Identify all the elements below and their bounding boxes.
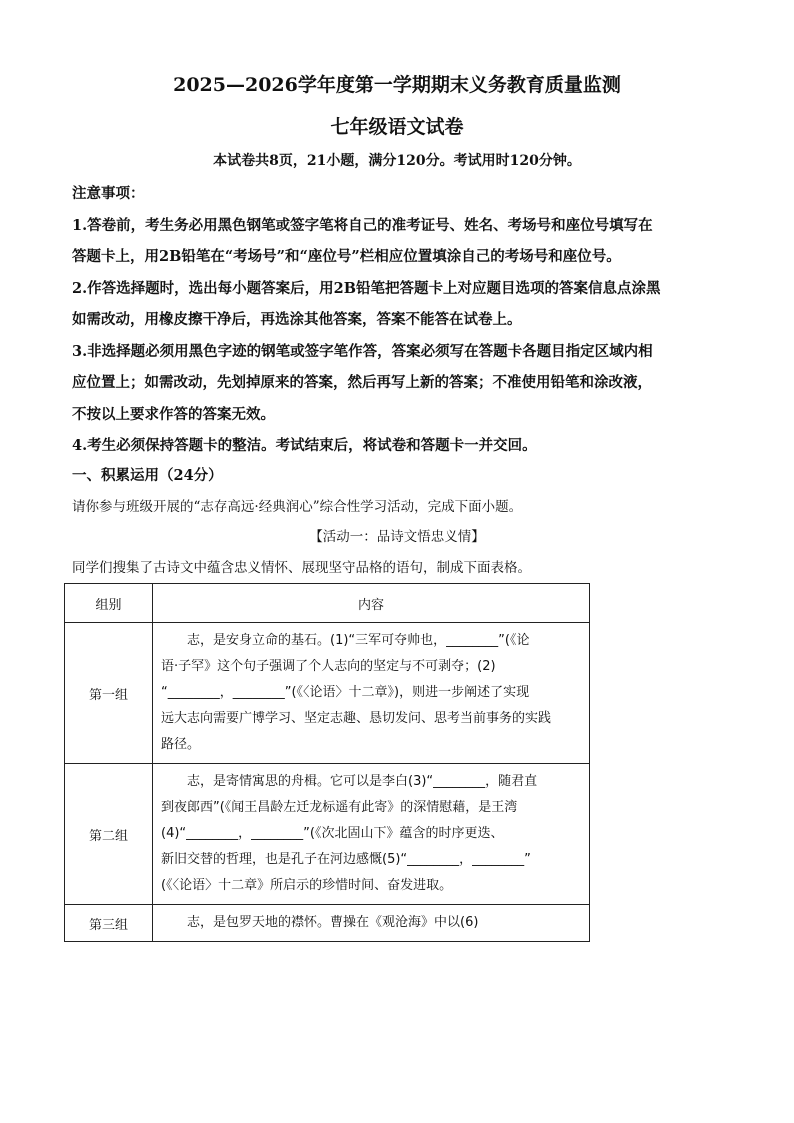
notice-line: 应位置上；如需改动，先划掉原来的答案，然后再写上新的答案；不准使用铅笔和涂改液， — [72, 374, 652, 391]
exam-info: 本试卷共8页，21小题，满分120分。考试用时120分钟。 — [213, 153, 581, 169]
notice-line: 如需改动，用橡皮擦干净后，再选涂其他答案，答案不能答在试卷上。 — [72, 311, 522, 328]
content-line: 新旧交替的哲理，也是孔子在河边感慨(5)“________，________” — [161, 852, 531, 867]
content-line: 语·子罕》这个句子强调了个人志向的坚定与不可剥夺；(2) — [161, 659, 496, 674]
notice-line: 2.作答选择题时，选出每小题答案后，用2B铅笔把答题卡上对应题目选项的答案信息点涂黑 — [72, 280, 661, 297]
header-content: 内容 — [153, 584, 590, 623]
row-content — [153, 905, 590, 942]
content-line: 志，是包罗天地的襟怀。曹操在《观沧海》中以(6) — [161, 915, 479, 930]
table-row — [65, 623, 590, 764]
content-line: 志，是安身立命的基石。(1)“三军可夺帅也，________”(《论 — [161, 633, 530, 648]
content-line: 远大志向需要广博学习、坚定志趣、恳切发问、思考当前事务的实践 — [161, 711, 552, 726]
content-table — [64, 583, 590, 942]
row-group: 第一组 — [65, 623, 153, 764]
table-row — [65, 905, 590, 942]
notice-heading: 注意事项： — [72, 185, 145, 202]
table-row — [65, 764, 590, 905]
content-line: 志，是寄情寓思的舟楫。它可以是李白(3)“________，随君直 — [161, 774, 538, 789]
notice-line: 4.考生必须保持答题卡的整洁。考试结束后，将试卷和答题卡一并交回。 — [72, 437, 537, 454]
exam-title: 2025—2026学年度第一学期期末义务教育质量监测 — [173, 74, 621, 96]
content-line: (4)“________，________”(《次北固山下》蕴含的时序更迭、 — [161, 826, 504, 841]
exam-subtitle: 七年级语文试卷 — [330, 116, 464, 138]
notice-line: 3.非选择题必须用黑色字迹的钢笔或签字笔作答，答案必须写在答题卡各题目指定区域内相 — [72, 343, 653, 360]
content-line: 路径。 — [161, 737, 201, 752]
section-intro: 请你参与班级开展的“志存高远·经典润心”综合性学习活动，完成下面小题。 — [72, 499, 523, 515]
content-line: (《〈论语〉十二章》所启示的珍惜时间、奋发进取。 — [161, 878, 453, 893]
content-line: “________，________”(《〈论语〉十二章》)，则进一步阐述了实现 — [161, 685, 530, 700]
row-content — [153, 764, 590, 905]
notice-line: 答题卡上，用2B铅笔在“考场号”和“座位号”栏相应位置填涂自己的考场号和座位号。 — [72, 248, 621, 265]
table-header-row — [65, 584, 590, 623]
content-line: 到夜郎西”(《闻王昌龄左迁龙标遥有此寄》的深情慰藉，是王湾 — [161, 800, 518, 815]
header-group: 组别 — [65, 584, 153, 623]
table-intro: 同学们搜集了古诗文中蕴含忠义情怀、展现坚守品格的语句，制成下面表格。 — [72, 560, 531, 576]
row-group: 第三组 — [65, 905, 153, 942]
row-content — [153, 623, 590, 764]
notice-line: 1.答卷前，考生务必用黑色钢笔或签字笔将自己的准考证号、姓名、考场号和座位号填写在 — [72, 217, 653, 234]
notice-line: 不按以上要求作答的答案无效。 — [72, 406, 275, 423]
section-heading: 一、积累运用（24分） — [72, 467, 223, 484]
activity-heading: 【活动一：品诗文悟忠义情】 — [309, 529, 485, 545]
row-group: 第二组 — [65, 764, 153, 905]
